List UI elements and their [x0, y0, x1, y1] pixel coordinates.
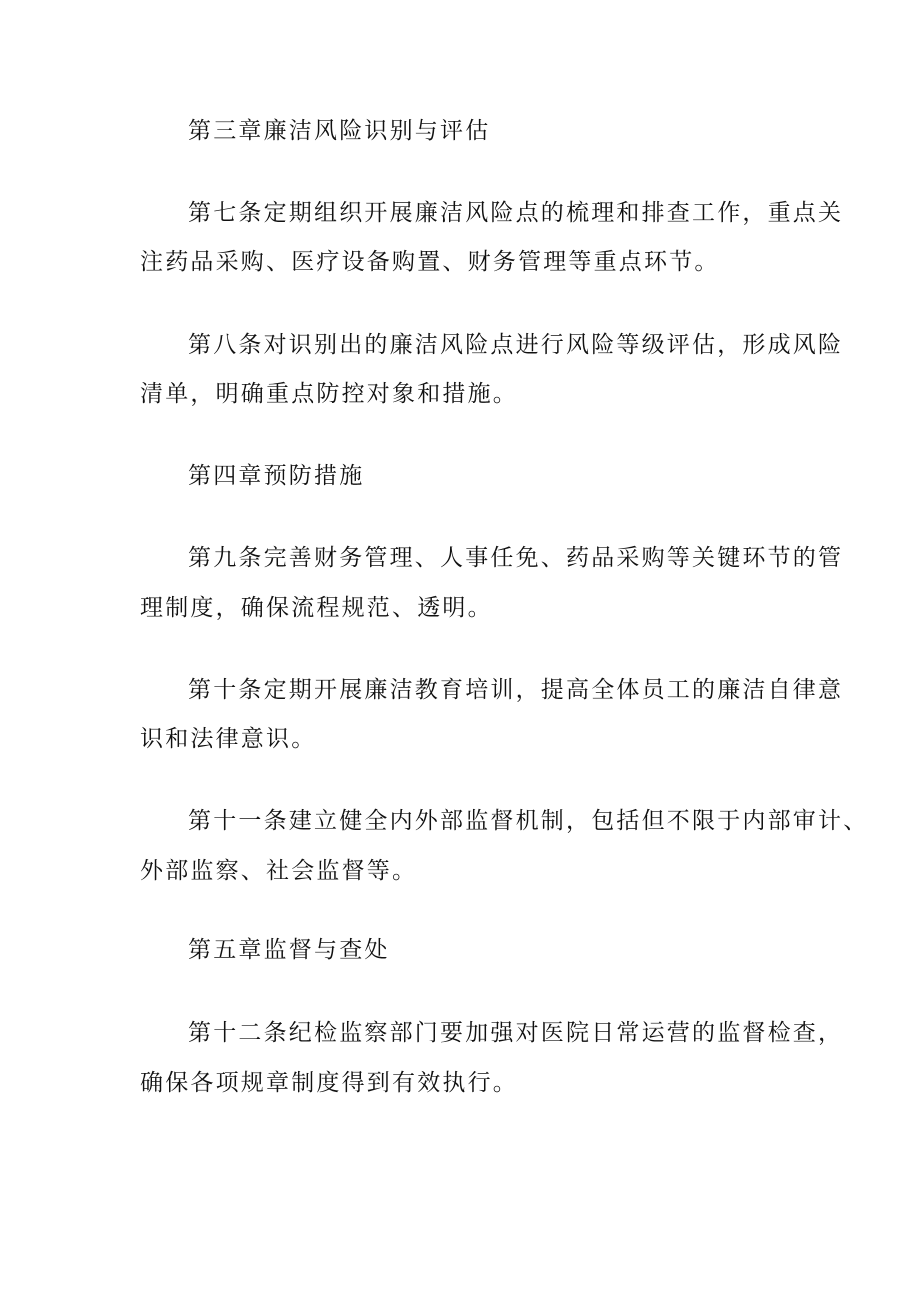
article-12-line-2: 确保各项规章制度得到有效执行。 — [140, 1070, 518, 1096]
chapter-3-heading: 第三章廉洁风险识别与评估 — [188, 118, 491, 144]
article-9-line-2: 理制度，确保流程规范、透明。 — [140, 595, 493, 621]
article-10-line-2: 识和法律意识。 — [140, 726, 317, 752]
article-12-line-1: 第十二条纪检监察部门要加强对医院日常运营的监督检查， — [188, 1020, 844, 1046]
article-9-line-1: 第九条完善财务管理、人事任免、药品采购等关键环节的管 — [188, 545, 844, 571]
article-10-line-1: 第十条定期开展廉洁教育培训，提高全体员工的廉洁自律意 — [188, 677, 844, 703]
article-8-line-2: 清单，明确重点防控对象和措施。 — [140, 381, 518, 407]
article-11-line-1: 第十一条建立健全内外部监督机制，包括但不限于内部审计、 — [188, 808, 869, 834]
article-7-line-1: 第七条定期组织开展廉洁风险点的梳理和排查工作，重点关 — [188, 200, 844, 226]
article-8-line-1: 第八条对识别出的廉洁风险点进行风险等级评估，形成风险 — [188, 332, 844, 358]
article-11-line-2: 外部监察、社会监督等。 — [140, 858, 418, 884]
chapter-5-heading: 第五章监督与查处 — [188, 937, 390, 963]
article-7-line-2: 注药品采购、医疗设备购置、财务管理等重点环节。 — [140, 249, 720, 275]
chapter-4-heading: 第四章预防措施 — [188, 463, 365, 489]
